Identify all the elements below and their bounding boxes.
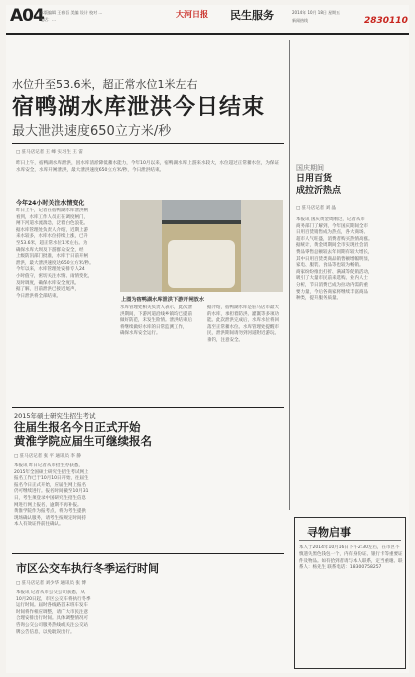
notice-body: 本人于2014年10月16日下午2:30左右，在市区不慎遗失黑色钱包一个，内有身份证、银行卡等重要证件及物品。如有拾到者请与本人联系，定当重谢。联系人：杨先生 联系电话：18300758257 bbox=[299, 545, 403, 571]
text-line: 吸引了大量市民前来选购。业内人士 bbox=[296, 276, 368, 282]
story2-headline-line: 往届生报名今日正式开始 bbox=[14, 420, 141, 434]
masthead-meta-2: 电话：… bbox=[40, 17, 56, 22]
text-line: 商家纷纷推出打折、满减等促销活动， bbox=[296, 269, 373, 275]
lead-subtitle: 今年24小时关注水情变化 bbox=[16, 200, 85, 207]
date-line: 2014年 10月 18日 星期五 bbox=[292, 10, 341, 15]
text-line: 时间将作相应调整，请广大市民注意 bbox=[16, 609, 88, 615]
text-line: 据介绍，宿鸭湖水库是驻马店市最大 bbox=[207, 305, 279, 310]
story2-body bbox=[14, 463, 284, 548]
column-divider bbox=[289, 40, 290, 510]
text-line: 本报讯 昨日记者从市招生办获悉， bbox=[14, 463, 83, 468]
text-line: 日用百货销售成为热点，各大商场、 bbox=[296, 230, 368, 236]
lead-kicker: 水位升至53.6米，超正常水位1米左右 bbox=[12, 78, 198, 91]
text-line: 10月20日起，市区公交车将执行冬季 bbox=[16, 596, 91, 602]
text-line: 今日泄洪将全部结束。 bbox=[16, 293, 61, 299]
story2-rule bbox=[12, 407, 284, 408]
right-headline-line: 日用百货 bbox=[296, 174, 333, 184]
notice-rule bbox=[299, 540, 401, 541]
text-line: 本报讯 记者从市公交公司获悉，从 bbox=[16, 590, 85, 595]
text-line: 看到，水库工作人员正在调度闸门， bbox=[16, 214, 88, 220]
hotline-number: 2830110 bbox=[364, 16, 408, 26]
photo-caption: 上图为宿鸭湖水库泄洪下游开闸放水 bbox=[121, 297, 205, 303]
text-line: 洪期间，下游河道沿线乡镇均已提前 bbox=[120, 311, 192, 317]
right-headline bbox=[296, 173, 341, 197]
text-line: 及时调度，确保水库安全度汛。 bbox=[16, 280, 79, 286]
text-line: 今年以来，水库管理处安排专人24 bbox=[16, 267, 85, 273]
text-line: 水库管理处相关负责人表示，此次泄 bbox=[120, 305, 192, 310]
text-line: 超市人气旺盛，消费者购买热情高涨。 bbox=[296, 236, 373, 242]
text-line: 确保水库大坝及下游群众安全，经 bbox=[16, 247, 84, 253]
text-line: 民，泄洪期间请勿到河道附近游玩、 bbox=[207, 331, 279, 337]
text-line: 运行时间。届时各线路首末班车发车 bbox=[16, 603, 88, 609]
newspaper-logo: 大河日报 bbox=[176, 9, 208, 19]
story2-headline-line: 黄淮学院应届生可继续报名 bbox=[14, 434, 152, 448]
text-line: 其中日用百货类商品销售额增幅明显， bbox=[296, 256, 373, 262]
lead-column-1 bbox=[16, 208, 116, 398]
right-byline: □ 驻马店记者 刘 晶 bbox=[296, 206, 337, 211]
text-line: 做好防范，未发生险情。泄洪结束后 bbox=[120, 318, 192, 324]
text-line: 据水库管理处负责人介绍，近期上游 bbox=[16, 227, 88, 233]
story2-byline: □ 驻马店记者 张 平 通讯员 李 静 bbox=[14, 454, 81, 459]
text-line: 能。此次泄洪完成后，水库水位将回 bbox=[207, 318, 279, 324]
right-kicker: 国庆期间 bbox=[296, 164, 324, 172]
text-line: 家电、服装、食品等也较为畅销。 bbox=[296, 263, 364, 269]
hotline-label: 新闻热线 bbox=[292, 18, 308, 23]
text-line: 上级防汛部门批准，水库于日前开闸 bbox=[16, 254, 88, 260]
masthead-rule bbox=[6, 33, 409, 35]
text-line: 仍可继续进行。报名时间截至10月31 bbox=[14, 489, 89, 495]
text-line: 落至正常蓄水位。水库管理处提醒市 bbox=[207, 324, 279, 330]
masthead-meta-1: 本版编辑 王春吾 美编 设计 校对 … bbox=[40, 10, 103, 15]
right-body bbox=[296, 217, 408, 507]
text-line: 费品零售总额较去年同期有较大增长， bbox=[296, 249, 373, 255]
lost-item-notice bbox=[294, 517, 406, 669]
text-line: 日，考生须登录中国研究生招生信息 bbox=[14, 495, 86, 501]
lead-column-2 bbox=[120, 305, 204, 397]
text-line: 黄淮学院作为报考点，将为考生提供 bbox=[14, 509, 86, 515]
text-line: 本人有效证件前往确认。 bbox=[14, 522, 64, 528]
text-line: 闸下河道水流湍急，泛着白色浪花。 bbox=[16, 221, 88, 227]
text-line: 昨日上午，记者在宿鸭湖水库泄洪闸 bbox=[16, 208, 88, 213]
lead-byline: □ 驻马店记者 王 峰 实习生 王 雷 bbox=[16, 150, 83, 155]
lead-rule bbox=[12, 143, 284, 144]
text-line: 商务部门了解到，今年国庆期间全市 bbox=[296, 223, 368, 229]
story3-body bbox=[16, 590, 284, 670]
text-line: 至53.6米，超正常水位1米左右。为 bbox=[16, 240, 88, 246]
story2-headline bbox=[14, 420, 152, 448]
notice-title: 寻物启事 bbox=[307, 526, 351, 539]
lead-subhead: 最大泄洪速度650立方米/秒 bbox=[12, 124, 172, 139]
text-line: 据统计，黄金周期间全市实现社会消 bbox=[296, 243, 368, 249]
text-line: 种类，提升服务质量。 bbox=[296, 296, 341, 302]
text-line: 本报讯 国庆黄金周刚过，记者从市 bbox=[296, 217, 365, 222]
story3-rule bbox=[12, 553, 284, 554]
text-line: 报名今日正式开始，应届生网上报名 bbox=[14, 482, 86, 488]
text-line: 确保水库安全运行。 bbox=[120, 331, 161, 337]
masthead bbox=[6, 5, 409, 35]
text-line: 垂钓，注意安全。 bbox=[207, 337, 243, 343]
spillway-photo bbox=[120, 200, 283, 292]
text-line: 的水库，承担着防洪、灌溉等多项功 bbox=[207, 311, 279, 317]
lead-headline: 宿鸭湖水库泄洪今日结束 bbox=[12, 95, 266, 120]
story3-byline: □ 驻马店记者 刘少华 通讯员 张 博 bbox=[16, 581, 86, 586]
right-headline-line: 成拉沂热点 bbox=[296, 186, 342, 196]
text-line: 2015年全国硕士研究生招生考试网上 bbox=[14, 469, 89, 475]
text-line: 报名工作已于10月10日开始，往届生 bbox=[14, 476, 89, 482]
text-line: 来水较多，水库水位持续上涨，已升 bbox=[16, 234, 88, 240]
text-line: 将继续做好水库的日常监测工作， bbox=[120, 324, 188, 330]
text-line: 牌公告信息，以免耽误出行。 bbox=[16, 629, 75, 635]
newspaper-page bbox=[6, 5, 409, 673]
text-line: 小时值守，密切关注水情、雨情变化， bbox=[16, 273, 93, 279]
text-line: 咨询公交公司服务热线或关注公交站 bbox=[16, 622, 88, 628]
section-title: 民生服务 bbox=[230, 9, 274, 22]
lead-paragraph: 昨日上午，宿鸭湖水库泄洪，因水库清淤降低蓄水能力，今年10月以来，宿鸭湖水库上游来水较大，水位超过正常蓄水位，为保证水库安全，水库开闸泄洪，最大泄洪速度650立方米/秒，今日泄洪结束。 bbox=[16, 161, 280, 173]
story3-headline: 市区公交车执行冬季运行时间 bbox=[16, 562, 159, 575]
text-line: 现场确认服务，请考生按规定时间持 bbox=[14, 515, 86, 521]
text-line: 分析，节日消费已成为拉动内需的重 bbox=[296, 282, 368, 288]
text-line: 据了解，目前泄洪已接近尾声， bbox=[16, 287, 79, 293]
page-number: A04 bbox=[10, 6, 44, 26]
text-line: 要力量，今后各商家将继续丰富商品 bbox=[296, 289, 368, 295]
lead-column-3 bbox=[207, 305, 285, 397]
text-line: 泄洪，最大泄洪速度达650立方米/秒。 bbox=[16, 260, 94, 266]
text-line: 网进行网上报名，逾期不再补报。 bbox=[14, 502, 82, 508]
text-line: 合理安排出行时间。具体调整情况可 bbox=[16, 616, 88, 622]
story2-kicker: 2015年硕士研究生招生考试 bbox=[14, 412, 96, 420]
